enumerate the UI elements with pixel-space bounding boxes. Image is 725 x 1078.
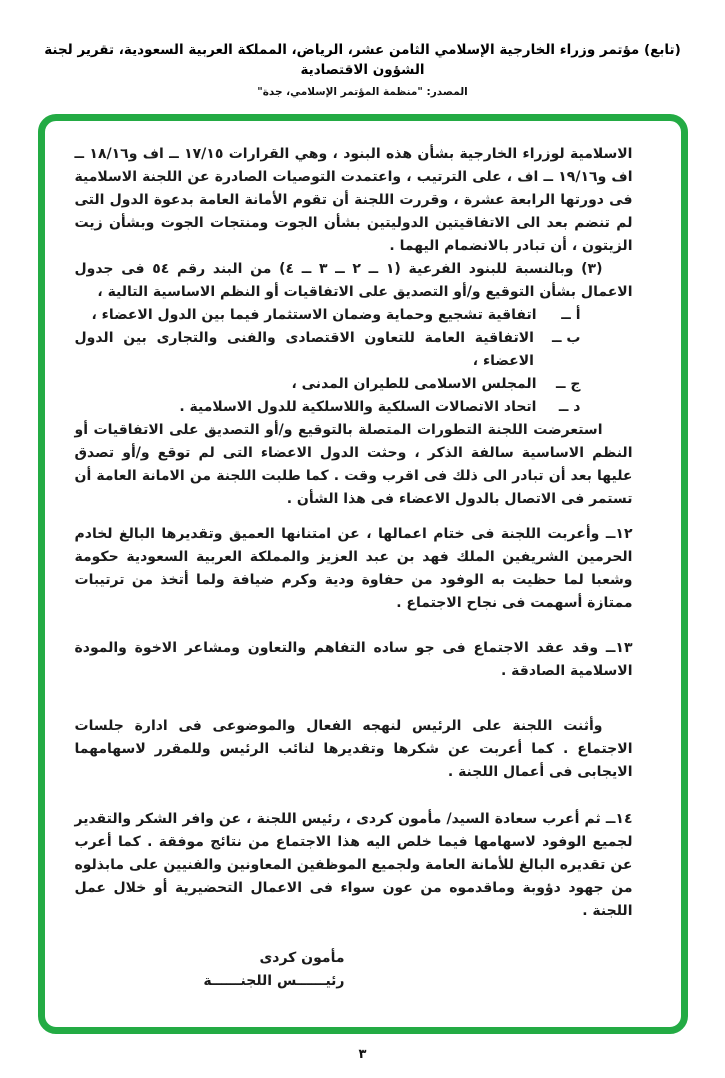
document-source: المصدر: "منظمة المؤتمر الإسلامي، جدة" xyxy=(257,86,468,98)
list-item-text: المجلس الاسلامى للطيران المدنى ، xyxy=(291,376,537,392)
paragraph-12: ١٢ــ وأعربت اللجنة فى ختام اعمالها ، عن امتنانها العميق وتقديرها البالغ لخادم الحرمين الشريفين الملك فهد بن عبد العزيز والمملكة العربية السعودية حكومة وشعبا لما حظيت به الوفود من حفاوة ودية وكرم ضيافة ولما أتخذ من ترتيبات ممتازة أسهمت فى نجاح الاجتماع . xyxy=(74,526,633,611)
list-marker: ج ــ xyxy=(555,376,581,392)
list-item xyxy=(75,396,633,419)
list-item xyxy=(75,327,633,373)
list-item-text: الاتفاقية العامة للتعاون الاقتصادى والفنى والتجارى بين الدول الاعضاء ، xyxy=(74,330,534,369)
list-item xyxy=(75,304,633,327)
paragraph-14: ١٤ــ ثم أعرب سعادة السيد/ مأمون كردى ، رئيس اللجنة ، عن وافر الشكر والتقدير لجميع الوفود لاسهامها فيما خلص اليه هذا الاجتماع من نتائج موفقة . كما أعرب عن تقديره البالغ للأمانة العامة ولجميع الموظفين المعاونين والفنيين على مابذلوه من جهود دؤوبة وماقدموه من عون سواء فى الاعمال التحضيرية أو خلال عمل اللجنة . xyxy=(74,811,633,919)
signature-block xyxy=(203,947,344,993)
paragraph-subitems-intro: (٣) وبالنسبة للبنود الفرعية ‪(١ ــ ٢ ــ ٣ ــ ٤)‬ من البند رقم ٥٤ فى جدول الاعمال بشأن التوقيع و/أو التصديق على الاتفاقيات أو النظم الاساسية التالية ، xyxy=(74,261,633,300)
agreement-list xyxy=(75,304,633,419)
document-title: (تابع) مؤتمر وزراء الخارجية الإسلامي الثامن عشر، الرياض، المملكة العربية السعودية، تقرير لجنة الشؤون الاقتصادية xyxy=(44,42,681,78)
document-frame xyxy=(38,114,688,1034)
paragraph-13: ١٣ــ وقد عقد الاجتماع فى جو ساده التفاهم والتعاون ومشاعر الاخوة والمودة الاسلامية الصادقة . xyxy=(74,640,633,679)
list-item-text: اتفاقية تشجيع وحماية وضمان الاستثمار فيما بين الدول الاعضاء ، xyxy=(91,307,537,323)
page-header xyxy=(0,0,725,98)
paragraph-signing-review: استعرضت اللجنة التطورات المتصلة بالتوقيع و/أو التصديق على الاتفاقيات أو النظم الاساسية سالفة الذكر ، وحثت الدول الاعضاء التى لم توقع و/أو تصدق عليها بعد أن تبادر الى ذلك فى اقرب وقت . كما طلبت اللجنة من الامانة العامة أن تستمر فى الاتصال بالدول الاعضاء فى هذا الشأن . xyxy=(74,422,633,507)
paragraph-continuation: الاسلامية لوزراء الخارجية بشأن هذه البنود ، وهي القرارات ١٧/١٥ ــ اف و١٨/١٦ ــ اف و١٩/١٦ ــ اف ، على الترتيب ، واعتمدت التوصيات الصادرة عن اللجنة الاسلامية فى دورتها الرابعة عشرة ، وقررت اللجنة أن تقوم الأمانة العامة بدعوة الدول التى لم تنضم بعد الى الاتفاقيتين الدوليتين بشأن الجوت ومنتجات الجوت وبشأن زيت الزيتون ، أن تبادر بالانضمام اليهما . xyxy=(74,146,633,254)
list-marker: د ــ xyxy=(558,399,581,415)
signature-title: رئيــــــس اللجنــــــة xyxy=(203,973,345,989)
document-body xyxy=(45,121,681,993)
list-item-text: اتحاد الاتصالات السلكية واللاسلكية للدول الاسلامية . xyxy=(179,399,537,415)
page-number: ٣ xyxy=(358,1047,367,1062)
list-item xyxy=(75,373,633,396)
list-marker: أ ــ xyxy=(561,307,581,323)
list-marker: ب ــ xyxy=(551,330,581,346)
signature-name: مأمون كردى xyxy=(259,950,345,966)
paragraph-committee-thanks: وأثنت اللجنة على الرئيس لنهجه الفعال والموضوعى فى ادارة جلسات الاجتماع . كما أعربت عن شكرها وتقديرها لنائب الرئيس وللمقرر لاسهامهما الايجابى فى أعمال اللجنة . xyxy=(74,718,633,780)
